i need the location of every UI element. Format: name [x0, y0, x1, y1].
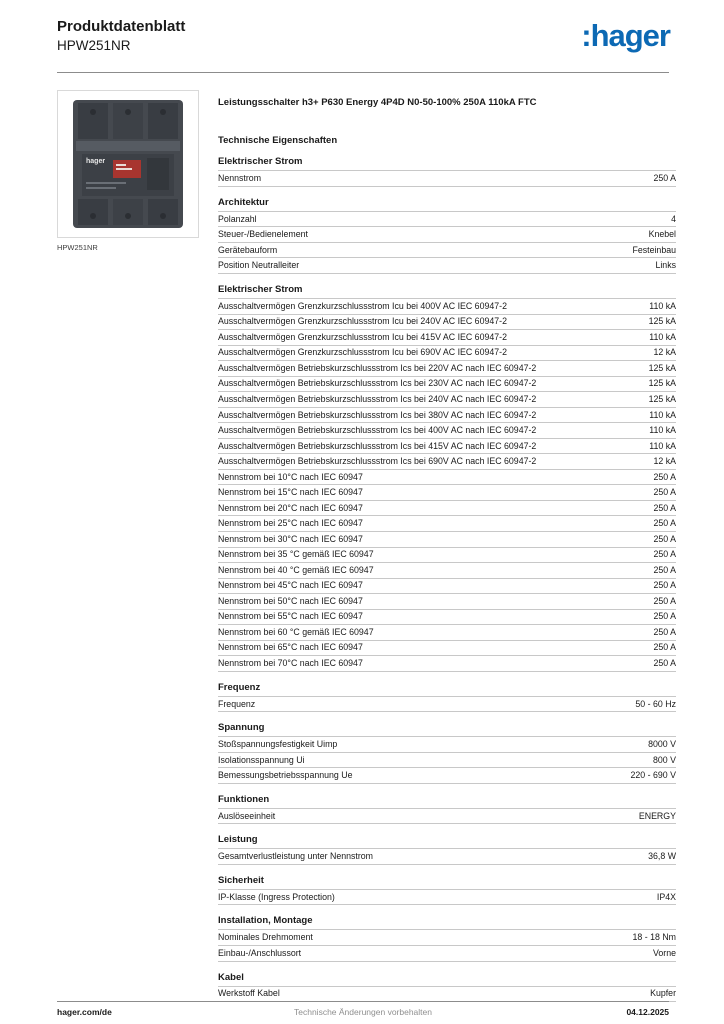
- spec-label: Nennstrom: [218, 173, 262, 184]
- product-title: Leistungsschalter h3+ P630 Energy 4P4D N0-50-100% 250A 110kA FTC: [218, 97, 537, 108]
- spec-label: Ausschaltvermögen Betriebskurzschlussstrom Ics bei 400V AC nach IEC 60947-2: [218, 425, 537, 436]
- spec-label: Ausschaltvermögen Betriebskurzschlussstrom Ics bei 415V AC nach IEC 60947-2: [218, 440, 537, 451]
- spec-label: Nennstrom bei 50°C nach IEC 60947: [218, 595, 363, 606]
- spec-label: Nennstrom bei 30°C nach IEC 60947: [218, 533, 363, 544]
- spec-value: 110 kA: [649, 440, 676, 451]
- spec-value: 800 V: [653, 754, 676, 765]
- footer-notice: Technische Änderungen vorbehalten: [294, 1007, 432, 1017]
- spec-value: 250 A: [653, 502, 676, 513]
- table-row: [218, 346, 676, 362]
- table-row: [218, 212, 676, 228]
- spec-section: [218, 284, 676, 672]
- spec-value: Festeinbau: [632, 244, 676, 255]
- product-reference: HPW251NR: [57, 37, 131, 53]
- section-heading: Frequenz: [218, 681, 261, 693]
- table-row: [218, 641, 676, 657]
- spec-value: 36,8 W: [648, 851, 676, 862]
- spec-value: Vorne: [653, 947, 676, 958]
- spec-section: [218, 156, 676, 187]
- spec-section: [218, 875, 676, 906]
- spec-value: 110 kA: [649, 300, 676, 311]
- table-row: [218, 594, 676, 610]
- spec-table: [218, 170, 676, 187]
- page-header: [57, 18, 676, 55]
- footer-website-link[interactable]: hager.com/de: [57, 1007, 112, 1017]
- table-row: [218, 377, 676, 393]
- spec-label: Isolationsspannung Ui: [218, 754, 305, 765]
- spec-label: Einbau-/Anschlussort: [218, 947, 302, 958]
- table-row: [218, 361, 676, 377]
- table-row: [218, 501, 676, 517]
- table-row: [218, 171, 676, 187]
- spec-value: 250 A: [653, 626, 676, 637]
- spec-label: Ausschaltvermögen Grenzkurzschlussstrom Icu bei 240V AC IEC 60947-2: [218, 316, 507, 327]
- spec-section: [218, 972, 676, 1003]
- specs-column: [218, 90, 676, 1002]
- table-row: [218, 470, 676, 486]
- spec-value: 220 - 690 V: [630, 770, 676, 781]
- page-footer: [57, 1007, 669, 1017]
- table-row: [218, 625, 676, 641]
- table-row: [218, 656, 676, 672]
- spec-value: 250 A: [653, 471, 676, 482]
- spec-value: 110 kA: [649, 331, 676, 342]
- circuit-breaker-image: [71, 98, 185, 230]
- table-row: [218, 946, 676, 962]
- table-row: [218, 849, 676, 865]
- spec-label: Nennstrom bei 15°C nach IEC 60947: [218, 487, 363, 498]
- spec-sections: [218, 156, 676, 1002]
- spec-section: [218, 915, 676, 961]
- table-row: [218, 299, 676, 315]
- spec-value: 250 A: [653, 549, 676, 560]
- spec-value: 250 A: [653, 580, 676, 591]
- product-image-column: [57, 90, 200, 252]
- table-row: [218, 439, 676, 455]
- section-heading: Spannung: [218, 722, 265, 734]
- table-row: [218, 454, 676, 470]
- spec-value: IP4X: [656, 891, 676, 902]
- spec-section: [218, 834, 676, 865]
- spec-label: Nennstrom bei 35 °C gemäß IEC 60947: [218, 549, 374, 560]
- product-image-frame: [57, 90, 199, 238]
- spec-value: 110 kA: [649, 409, 676, 420]
- spec-value: 12 kA: [653, 347, 676, 358]
- table-row: [218, 548, 676, 564]
- table-row: [218, 610, 676, 626]
- spec-value: 250 A: [653, 518, 676, 529]
- spec-table: [218, 696, 676, 713]
- spec-table: [218, 736, 676, 784]
- spec-value: Kupfer: [650, 988, 676, 999]
- footer-divider: [57, 1001, 669, 1002]
- spec-label: Bemessungsbetriebsspannung Ue: [218, 770, 353, 781]
- spec-label: Ausschaltvermögen Grenzkurzschlussstrom Icu bei 400V AC IEC 60947-2: [218, 300, 507, 311]
- spec-value: Links: [655, 260, 676, 271]
- spec-label: Nennstrom bei 65°C nach IEC 60947: [218, 642, 363, 653]
- spec-value: 12 kA: [653, 456, 676, 467]
- table-row: [218, 423, 676, 439]
- product-image-caption: HPW251NR: [57, 243, 98, 252]
- spec-value: 250 A: [653, 642, 676, 653]
- section-heading: Leistung: [218, 834, 258, 846]
- document-type-title: Produktdatenblatt: [57, 18, 186, 35]
- spec-label: Ausschaltvermögen Betriebskurzschlussstrom Ics bei 240V AC nach IEC 60947-2: [218, 393, 537, 404]
- spec-section: [218, 682, 676, 713]
- spec-label: IP-Klasse (Ingress Protection): [218, 891, 335, 902]
- spec-value: 125 kA: [648, 378, 676, 389]
- table-row: [218, 485, 676, 501]
- section-heading: Installation, Montage: [218, 915, 313, 927]
- table-row: [218, 930, 676, 946]
- spec-label: Nennstrom bei 10°C nach IEC 60947: [218, 471, 363, 482]
- table-row: [218, 516, 676, 532]
- spec-value: 18 - 18 Nm: [632, 932, 676, 943]
- spec-section: [218, 722, 676, 784]
- spec-table: [218, 211, 676, 274]
- spec-label: Ausschaltvermögen Betriebskurzschlussstrom Ics bei 690V AC nach IEC 60947-2: [218, 456, 537, 467]
- table-row: [218, 315, 676, 331]
- table-row: [218, 243, 676, 259]
- footer-date: 04.12.2025: [626, 1007, 669, 1017]
- table-row: [218, 697, 676, 713]
- table-row: [218, 408, 676, 424]
- spec-value: 50 - 60 Hz: [635, 698, 676, 709]
- header-divider: [57, 72, 669, 73]
- spec-label: Ausschaltvermögen Betriebskurzschlussstrom Ics bei 230V AC nach IEC 60947-2: [218, 378, 537, 389]
- table-row: [218, 563, 676, 579]
- table-row: [218, 737, 676, 753]
- spec-value: 250 A: [653, 533, 676, 544]
- spec-value: 110 kA: [649, 425, 676, 436]
- table-row: [218, 890, 676, 906]
- spec-label: Polanzahl: [218, 213, 257, 224]
- spec-label: Nennstrom bei 45°C nach IEC 60947: [218, 580, 363, 591]
- spec-label: Nennstrom bei 70°C nach IEC 60947: [218, 658, 363, 669]
- spec-table: [218, 298, 676, 672]
- table-row: [218, 227, 676, 243]
- spec-value: 4: [671, 213, 676, 224]
- spec-label: Auslöseeinheit: [218, 810, 276, 821]
- spec-label: Ausschaltvermögen Grenzkurzschlussstrom Icu bei 415V AC IEC 60947-2: [218, 331, 507, 342]
- svg-text:hager: hager: [86, 158, 106, 165]
- spec-table: [218, 848, 676, 865]
- table-row: [218, 809, 676, 825]
- spec-value: 250 A: [653, 487, 676, 498]
- spec-label: Stoßspannungsfestigkeit Uimp: [218, 739, 338, 750]
- spec-label: Frequenz: [218, 698, 256, 709]
- table-row: [218, 753, 676, 769]
- spec-label: Nennstrom bei 60 °C gemäß IEC 60947: [218, 626, 374, 637]
- section-heading: Elektrischer Strom: [218, 156, 303, 168]
- spec-label: Steuer-/Bedienelement: [218, 229, 308, 240]
- section-heading: Kabel: [218, 971, 244, 983]
- spec-label: Nennstrom bei 55°C nach IEC 60947: [218, 611, 363, 622]
- spec-label: Ausschaltvermögen Grenzkurzschlussstrom Icu bei 690V AC IEC 60947-2: [218, 347, 507, 358]
- spec-label: Gerätebauform: [218, 244, 278, 255]
- spec-value: 250 A: [653, 173, 676, 184]
- spec-section: [218, 197, 676, 274]
- spec-label: Gesamtverlustleistung unter Nennstrom: [218, 851, 373, 862]
- section-heading: Architektur: [218, 196, 269, 208]
- spec-label: Nennstrom bei 20°C nach IEC 60947: [218, 502, 363, 513]
- section-heading: Elektrischer Strom: [218, 284, 303, 295]
- table-row: [218, 532, 676, 548]
- page-content: [57, 90, 676, 1002]
- spec-value: 250 A: [653, 564, 676, 575]
- spec-value: 250 A: [653, 611, 676, 622]
- spec-section: [218, 794, 676, 825]
- spec-label: Werkstoff Kabel: [218, 988, 280, 999]
- spec-table: [218, 929, 676, 961]
- spec-table: [218, 889, 676, 906]
- section-heading: Funktionen: [218, 793, 270, 805]
- table-row: [218, 987, 676, 1003]
- spec-label: Nennstrom bei 25°C nach IEC 60947: [218, 518, 363, 529]
- spec-label: Ausschaltvermögen Betriebskurzschlussstrom Ics bei 220V AC nach IEC 60947-2: [218, 362, 537, 373]
- spec-value: 250 A: [653, 595, 676, 606]
- table-row: [218, 330, 676, 346]
- technical-properties-heading: Technische Eigenschaften: [218, 135, 338, 147]
- spec-label: Nominales Drehmoment: [218, 932, 313, 943]
- table-row: [218, 579, 676, 595]
- spec-label: Ausschaltvermögen Betriebskurzschlussstrom Ics bei 380V AC nach IEC 60947-2: [218, 409, 537, 420]
- section-heading: Sicherheit: [218, 874, 264, 886]
- spec-value: 8000 V: [648, 739, 676, 750]
- spec-value: 125 kA: [648, 393, 676, 404]
- spec-value: 125 kA: [648, 362, 676, 373]
- table-row: [218, 768, 676, 784]
- table-row: [218, 258, 676, 274]
- spec-value: ENERGY: [638, 810, 676, 821]
- spec-value: 250 A: [653, 658, 676, 669]
- spec-value: Knebel: [648, 229, 676, 240]
- spec-table: [218, 808, 676, 825]
- spec-table: [218, 986, 676, 1003]
- spec-value: 125 kA: [648, 316, 676, 327]
- hager-logo: :hager: [581, 18, 670, 53]
- table-row: [218, 392, 676, 408]
- spec-label: Nennstrom bei 40 °C gemäß IEC 60947: [218, 564, 374, 575]
- spec-label: Position Neutralleiter: [218, 260, 300, 271]
